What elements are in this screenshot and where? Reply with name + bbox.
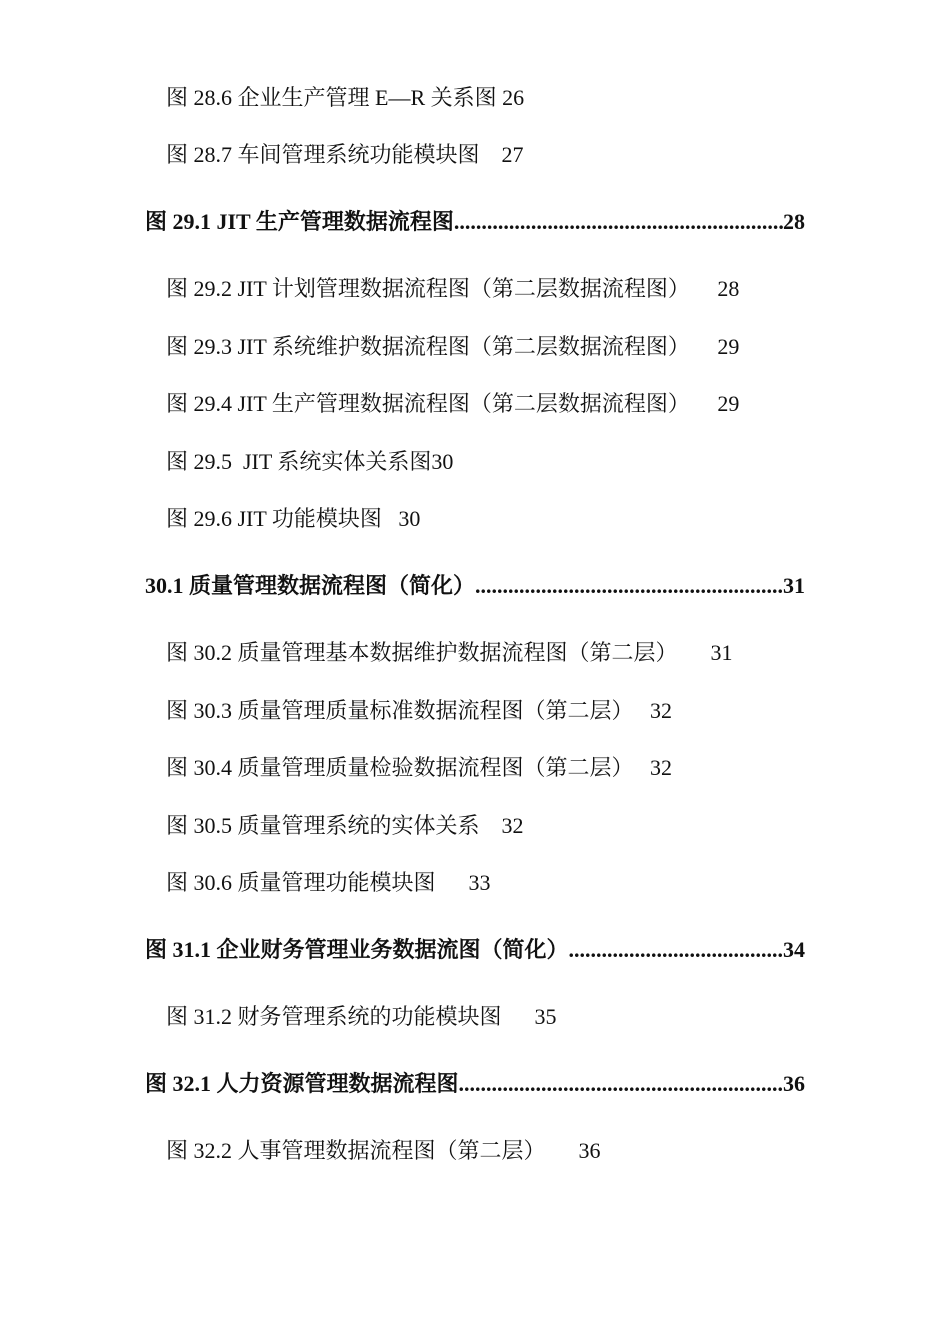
toc-page-number: 36 xyxy=(783,1071,805,1096)
toc-leader-dots xyxy=(454,207,783,237)
toc-page-number: 28 xyxy=(783,209,805,234)
toc-entry-fig-29-3: 图 29.3 JIT 系统维护数据流程图（第二层数据流程图） 29 xyxy=(166,334,740,359)
toc-entry-fig-30-5: 图 30.5 质量管理系统的实体关系 32 xyxy=(166,813,524,838)
toc-leader-dots xyxy=(459,1069,783,1099)
toc-entry-fig-29-6: 图 29.6 JIT 功能模块图 30 xyxy=(166,506,421,531)
toc-leader-dots xyxy=(475,571,783,601)
toc-heading-30-1 xyxy=(145,571,805,601)
toc-entry-fig-31-2: 图 31.2 财务管理系统的功能模块图 35 xyxy=(166,1004,557,1029)
toc-entry-fig-29-4: 图 29.4 JIT 生产管理数据流程图（第二层数据流程图） 29 xyxy=(166,391,740,416)
toc-entry-fig-28-6: 图 28.6 企业生产管理 E—R 关系图 26 xyxy=(166,85,525,110)
toc-entry-fig-28-7: 图 28.7 车间管理系统功能模块图 27 xyxy=(166,142,524,167)
toc-entry-fig-29-2: 图 29.2 JIT 计划管理数据流程图（第二层数据流程图） 28 xyxy=(166,276,740,301)
toc-heading-fig-31-1 xyxy=(145,935,805,965)
toc-heading-label: 图 31.1 企业财务管理业务数据流图（简化） xyxy=(145,937,569,962)
toc-page-number: 31 xyxy=(783,573,805,598)
toc-entry-fig-30-4: 图 30.4 质量管理质量检验数据流程图（第二层） 32 xyxy=(166,755,673,780)
toc-heading-fig-29-1 xyxy=(145,207,805,237)
toc-heading-label: 图 29.1 JIT 生产管理数据流程图 xyxy=(145,209,454,234)
toc-heading-label: 30.1 质量管理数据流程图（简化） xyxy=(145,573,476,598)
toc-leader-dots xyxy=(569,935,783,965)
toc-entry-fig-32-2: 图 32.2 人事管理数据流程图（第二层） 36 xyxy=(166,1138,601,1163)
toc-entry-fig-29-5: 图 29.5 JIT 系统实体关系图30 xyxy=(166,449,454,474)
toc-page-number: 34 xyxy=(783,937,805,962)
toc-entry-fig-30-6: 图 30.6 质量管理功能模块图 33 xyxy=(166,870,491,895)
toc-heading-label: 图 32.1 人力资源管理数据流程图 xyxy=(145,1071,459,1096)
toc-entry-fig-30-2: 图 30.2 质量管理基本数据维护数据流程图（第二层） 31 xyxy=(166,640,733,665)
toc-entry-fig-30-3: 图 30.3 质量管理质量标准数据流程图（第二层） 32 xyxy=(166,698,673,723)
toc-heading-fig-32-1 xyxy=(145,1069,805,1099)
